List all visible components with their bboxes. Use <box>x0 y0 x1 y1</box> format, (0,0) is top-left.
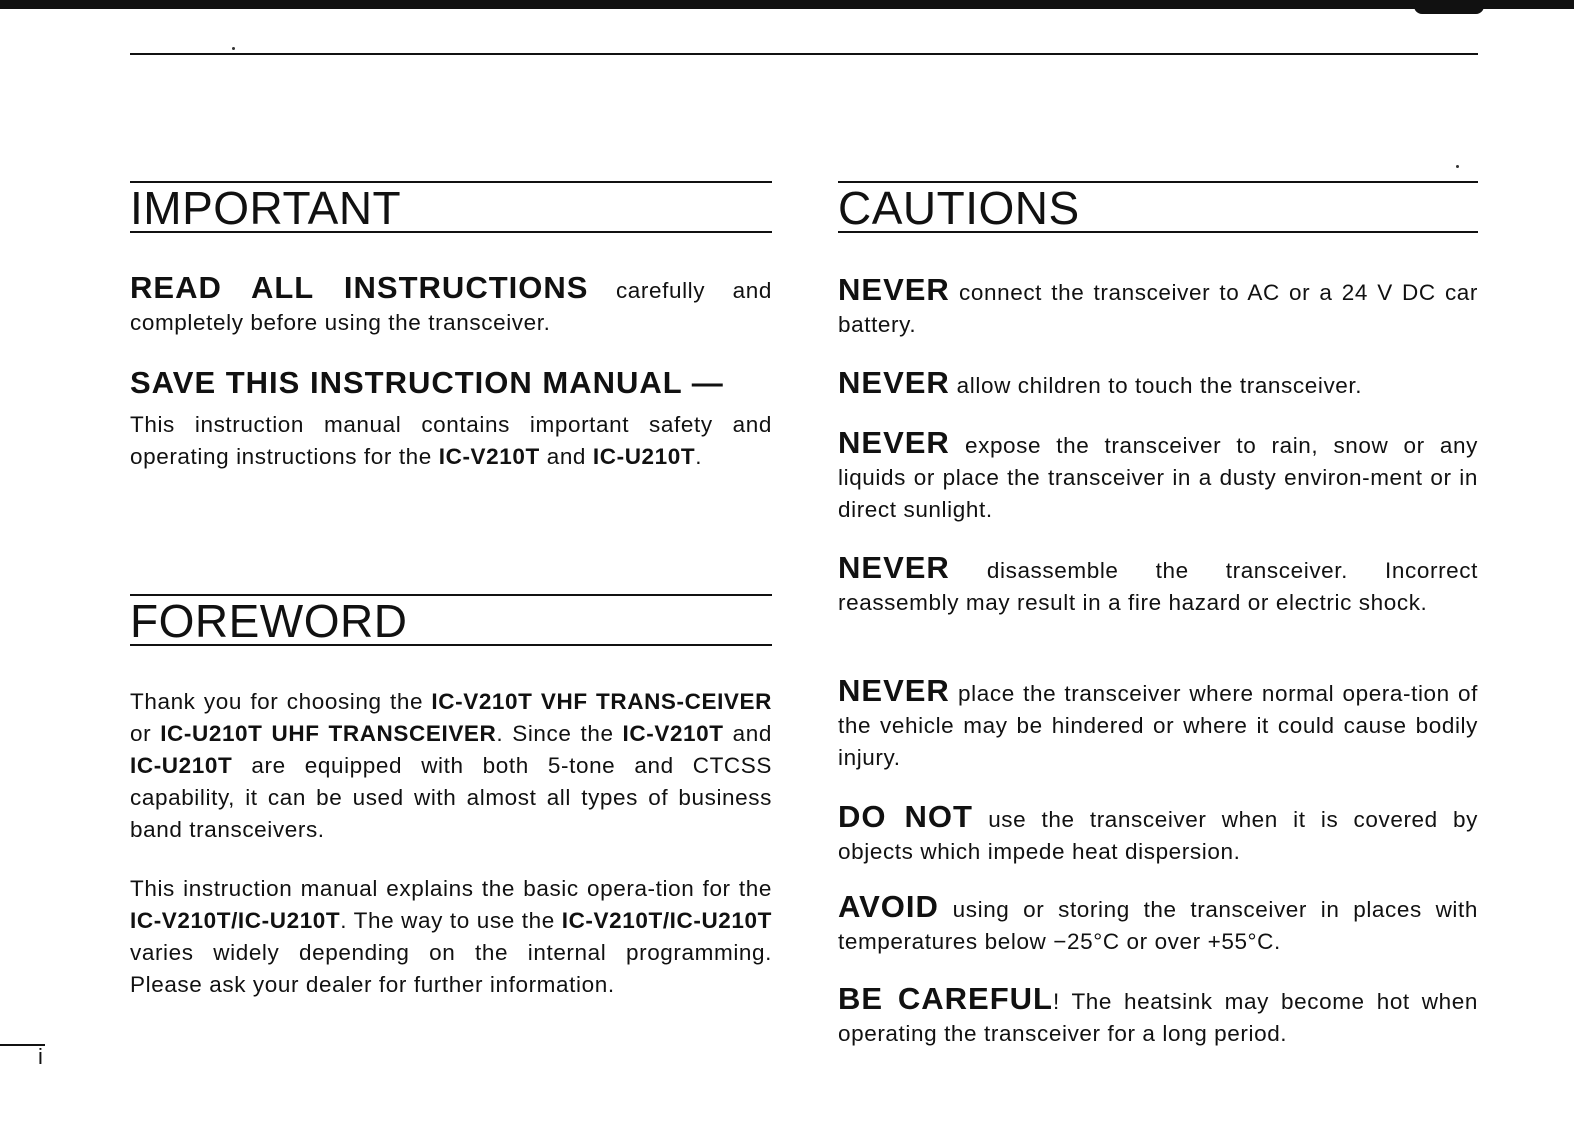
foreword-paragraph-1 <box>130 686 772 846</box>
foreword-p1-d: IC-U210T UHF TRANSCEIVER <box>160 721 497 746</box>
top-border-bar <box>0 0 1574 9</box>
caution-item <box>838 367 1478 402</box>
caution-item <box>838 801 1478 868</box>
caution-item <box>838 427 1478 526</box>
model-vhf: IC-V210T <box>438 444 540 469</box>
cautions-heading-box <box>838 181 1478 233</box>
important-paragraph-2 <box>130 367 772 473</box>
important-heading-box <box>130 181 772 233</box>
foreword-paragraph-2 <box>130 873 772 1001</box>
caution-text: using or storing the transceiver in places with temperatures below −25°C or over +55°C. <box>838 897 1478 954</box>
important-p2-and: and <box>539 444 593 469</box>
print-speck <box>232 47 235 50</box>
caution-text: ! The heatsink may become hot when operating the transceiver for a long period. <box>838 989 1478 1046</box>
caution-text: allow children to touch the transceiver. <box>949 373 1363 398</box>
read-all-instructions-lead: READ ALL INSTRUCTIONS <box>130 270 589 305</box>
foreword-p1-f: IC-V210T <box>622 721 724 746</box>
save-manual-lead: SAVE THIS INSTRUCTION MANUAL — <box>130 365 724 400</box>
important-paragraph-1 <box>130 272 772 339</box>
foreword-p1-a: Thank you for choosing the <box>130 689 432 714</box>
foreword-p1-b: IC-V210T VHF TRANS-CEIVER <box>431 689 772 714</box>
caution-text: expose the transceiver to rain, snow or any liquids or place the transceiver in a dusty environ-ment or in direct sunlight. <box>838 433 1478 522</box>
page-number: i <box>38 1044 43 1069</box>
caution-text: connect the transceiver to AC or a 24 V DC car battery. <box>838 280 1478 337</box>
foreword-p1-i: are equipped with both 5-tone and CTCSS capability, it can be used with almost all types of business band transceivers. <box>130 753 772 842</box>
caution-item <box>838 675 1478 774</box>
top-border-bar-tail <box>1414 6 1484 14</box>
important-p2-text: This instruction manual contains important safety and operating instructions for the <box>130 412 772 469</box>
caution-lead: NEVER <box>838 272 950 307</box>
caution-item <box>838 891 1478 958</box>
caution-lead: BE CAREFUL <box>838 981 1053 1016</box>
foreword-p2-b: IC-V210T/IC-U210T <box>130 908 341 933</box>
foreword-p1-c: or <box>130 721 161 746</box>
foreword-heading-box <box>130 594 772 646</box>
print-speck <box>1456 165 1459 168</box>
caution-lead: AVOID <box>838 889 939 924</box>
caution-lead: NEVER <box>838 365 950 400</box>
caution-item <box>838 274 1478 341</box>
caution-item <box>838 983 1478 1050</box>
caution-text: disassemble the transceiver. Incorrect reassembly may result in a fire hazard or electric shock. <box>838 558 1478 615</box>
foreword-p2-e: varies widely depending on the internal programming. Please ask your dealer for further information. <box>130 940 772 997</box>
header-rule <box>130 53 1478 55</box>
foreword-heading: FOREWORD <box>130 595 408 647</box>
caution-lead: NEVER <box>838 673 950 708</box>
cautions-heading: CAUTIONS <box>838 182 1080 234</box>
important-p1-text: carefully and completely before using the transceiver. <box>130 278 772 335</box>
caution-lead: NEVER <box>838 425 950 460</box>
foreword-p1-g: and <box>723 721 772 746</box>
caution-text: use the transceiver when it is covered by objects which impede heat dispersion. <box>838 807 1478 864</box>
caution-lead: DO NOT <box>838 799 973 834</box>
caution-item <box>838 552 1478 619</box>
foreword-p2-a: This instruction manual explains the basic opera-tion for the <box>130 876 772 901</box>
model-uhf: IC-U210T <box>592 444 696 469</box>
caution-lead: NEVER <box>838 550 950 585</box>
caution-text: place the transceiver where normal opera-tion of the vehicle may be hindered or where it could cause bodily injury. <box>838 681 1478 770</box>
foreword-p1-e: . Since the <box>496 721 623 746</box>
foreword-p2-c: . The way to use the <box>340 908 562 933</box>
important-heading: IMPORTANT <box>130 182 402 234</box>
foreword-p2-d: IC-V210T/IC-U210T <box>561 908 772 933</box>
foreword-p1-h: IC-U210T <box>130 753 233 778</box>
important-p2-end: . <box>695 444 703 469</box>
